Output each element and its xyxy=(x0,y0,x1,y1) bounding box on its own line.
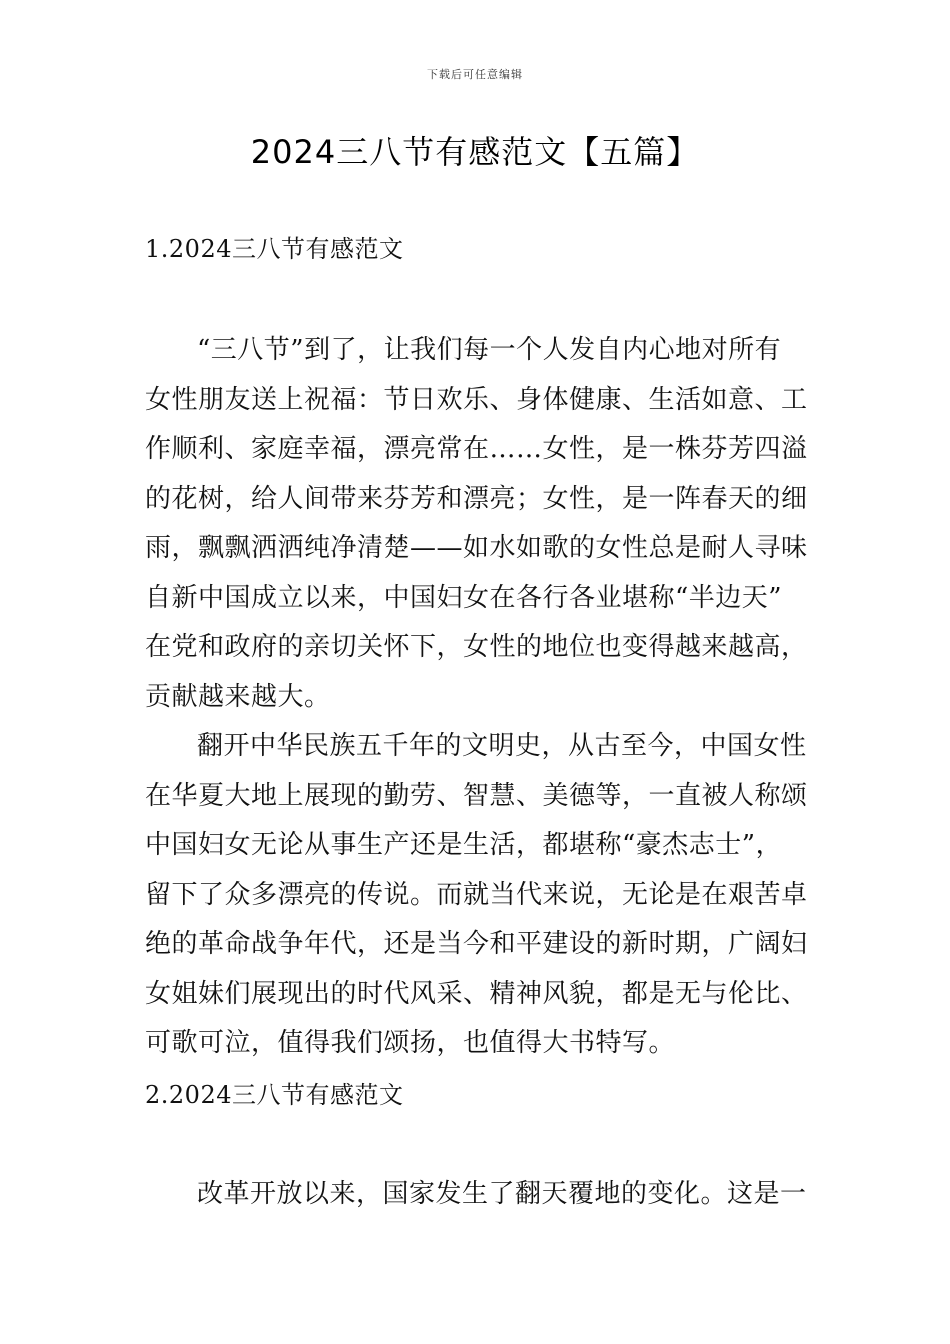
paragraph-line: 改革开放以来，国家发生了翻天覆地的变化。这是一 xyxy=(197,1179,807,1209)
paragraph-line: 可歌可泣，值得我们颂扬，也值得大书特写。 xyxy=(145,1028,676,1058)
paragraph-line: 自新中国成立以来，中国妇女在各行各业堪称“半边天” xyxy=(145,582,783,613)
paragraph-line: 作顺利、家庭幸福，漂亮常在……女性，是一株芬芳四溢 xyxy=(145,434,808,464)
document-title: 2024三八节有感范文【五篇】 xyxy=(250,133,700,171)
paragraph-line: 雨，飘飘洒洒纯净清楚——如水如歌的女性总是耐人寻味 xyxy=(145,533,808,563)
paragraph-line: “三八节”到了，让我们每一个人发自内心地对所有 xyxy=(197,335,782,365)
paragraph-line: 女姐妹们展现出的时代风采、精神风貌，都是无与伦比、 xyxy=(145,978,808,1009)
section-1-paragraph-2 xyxy=(145,722,808,1069)
section-heading-1: 1.2024三八节有感范文 xyxy=(145,235,404,263)
paragraph-line: 贡献越来越大。 xyxy=(145,681,331,712)
paragraph-line: 的花树，给人间带来芬芳和漂亮；女性，是一阵春天的细 xyxy=(145,483,808,514)
paragraph-line: 翻开中华民族五千年的文明史，从古至今，中国女性 xyxy=(197,731,807,761)
section-1-paragraph-1 xyxy=(145,326,808,722)
header-note: 下载后可任意编辑 xyxy=(427,68,523,81)
paragraph-line: 绝的革命战争年代，还是当今和平建设的新时期，广阔妇 xyxy=(145,929,808,959)
paragraph-line: 在华夏大地上展现的勤劳、智慧、美德等，一直被人称颂 xyxy=(145,780,808,811)
paragraph-line: 在党和政府的亲切关怀下，女性的地位也变得越来越高， xyxy=(145,632,808,662)
paragraph-line: 中国妇女无论从事生产还是生活，都堪称“豪杰志士”， xyxy=(145,830,783,860)
paragraph-line: 留下了众多漂亮的传说。而就当代来说，无论是在艰苦卓 xyxy=(145,879,808,910)
paragraph-line: 女性朋友送上祝福：节日欢乐、身体健康、生活如意、工 xyxy=(145,384,808,415)
section-2-paragraph-1 xyxy=(145,1170,805,1220)
section-heading-2: 2.2024三八节有感范文 xyxy=(145,1081,404,1109)
